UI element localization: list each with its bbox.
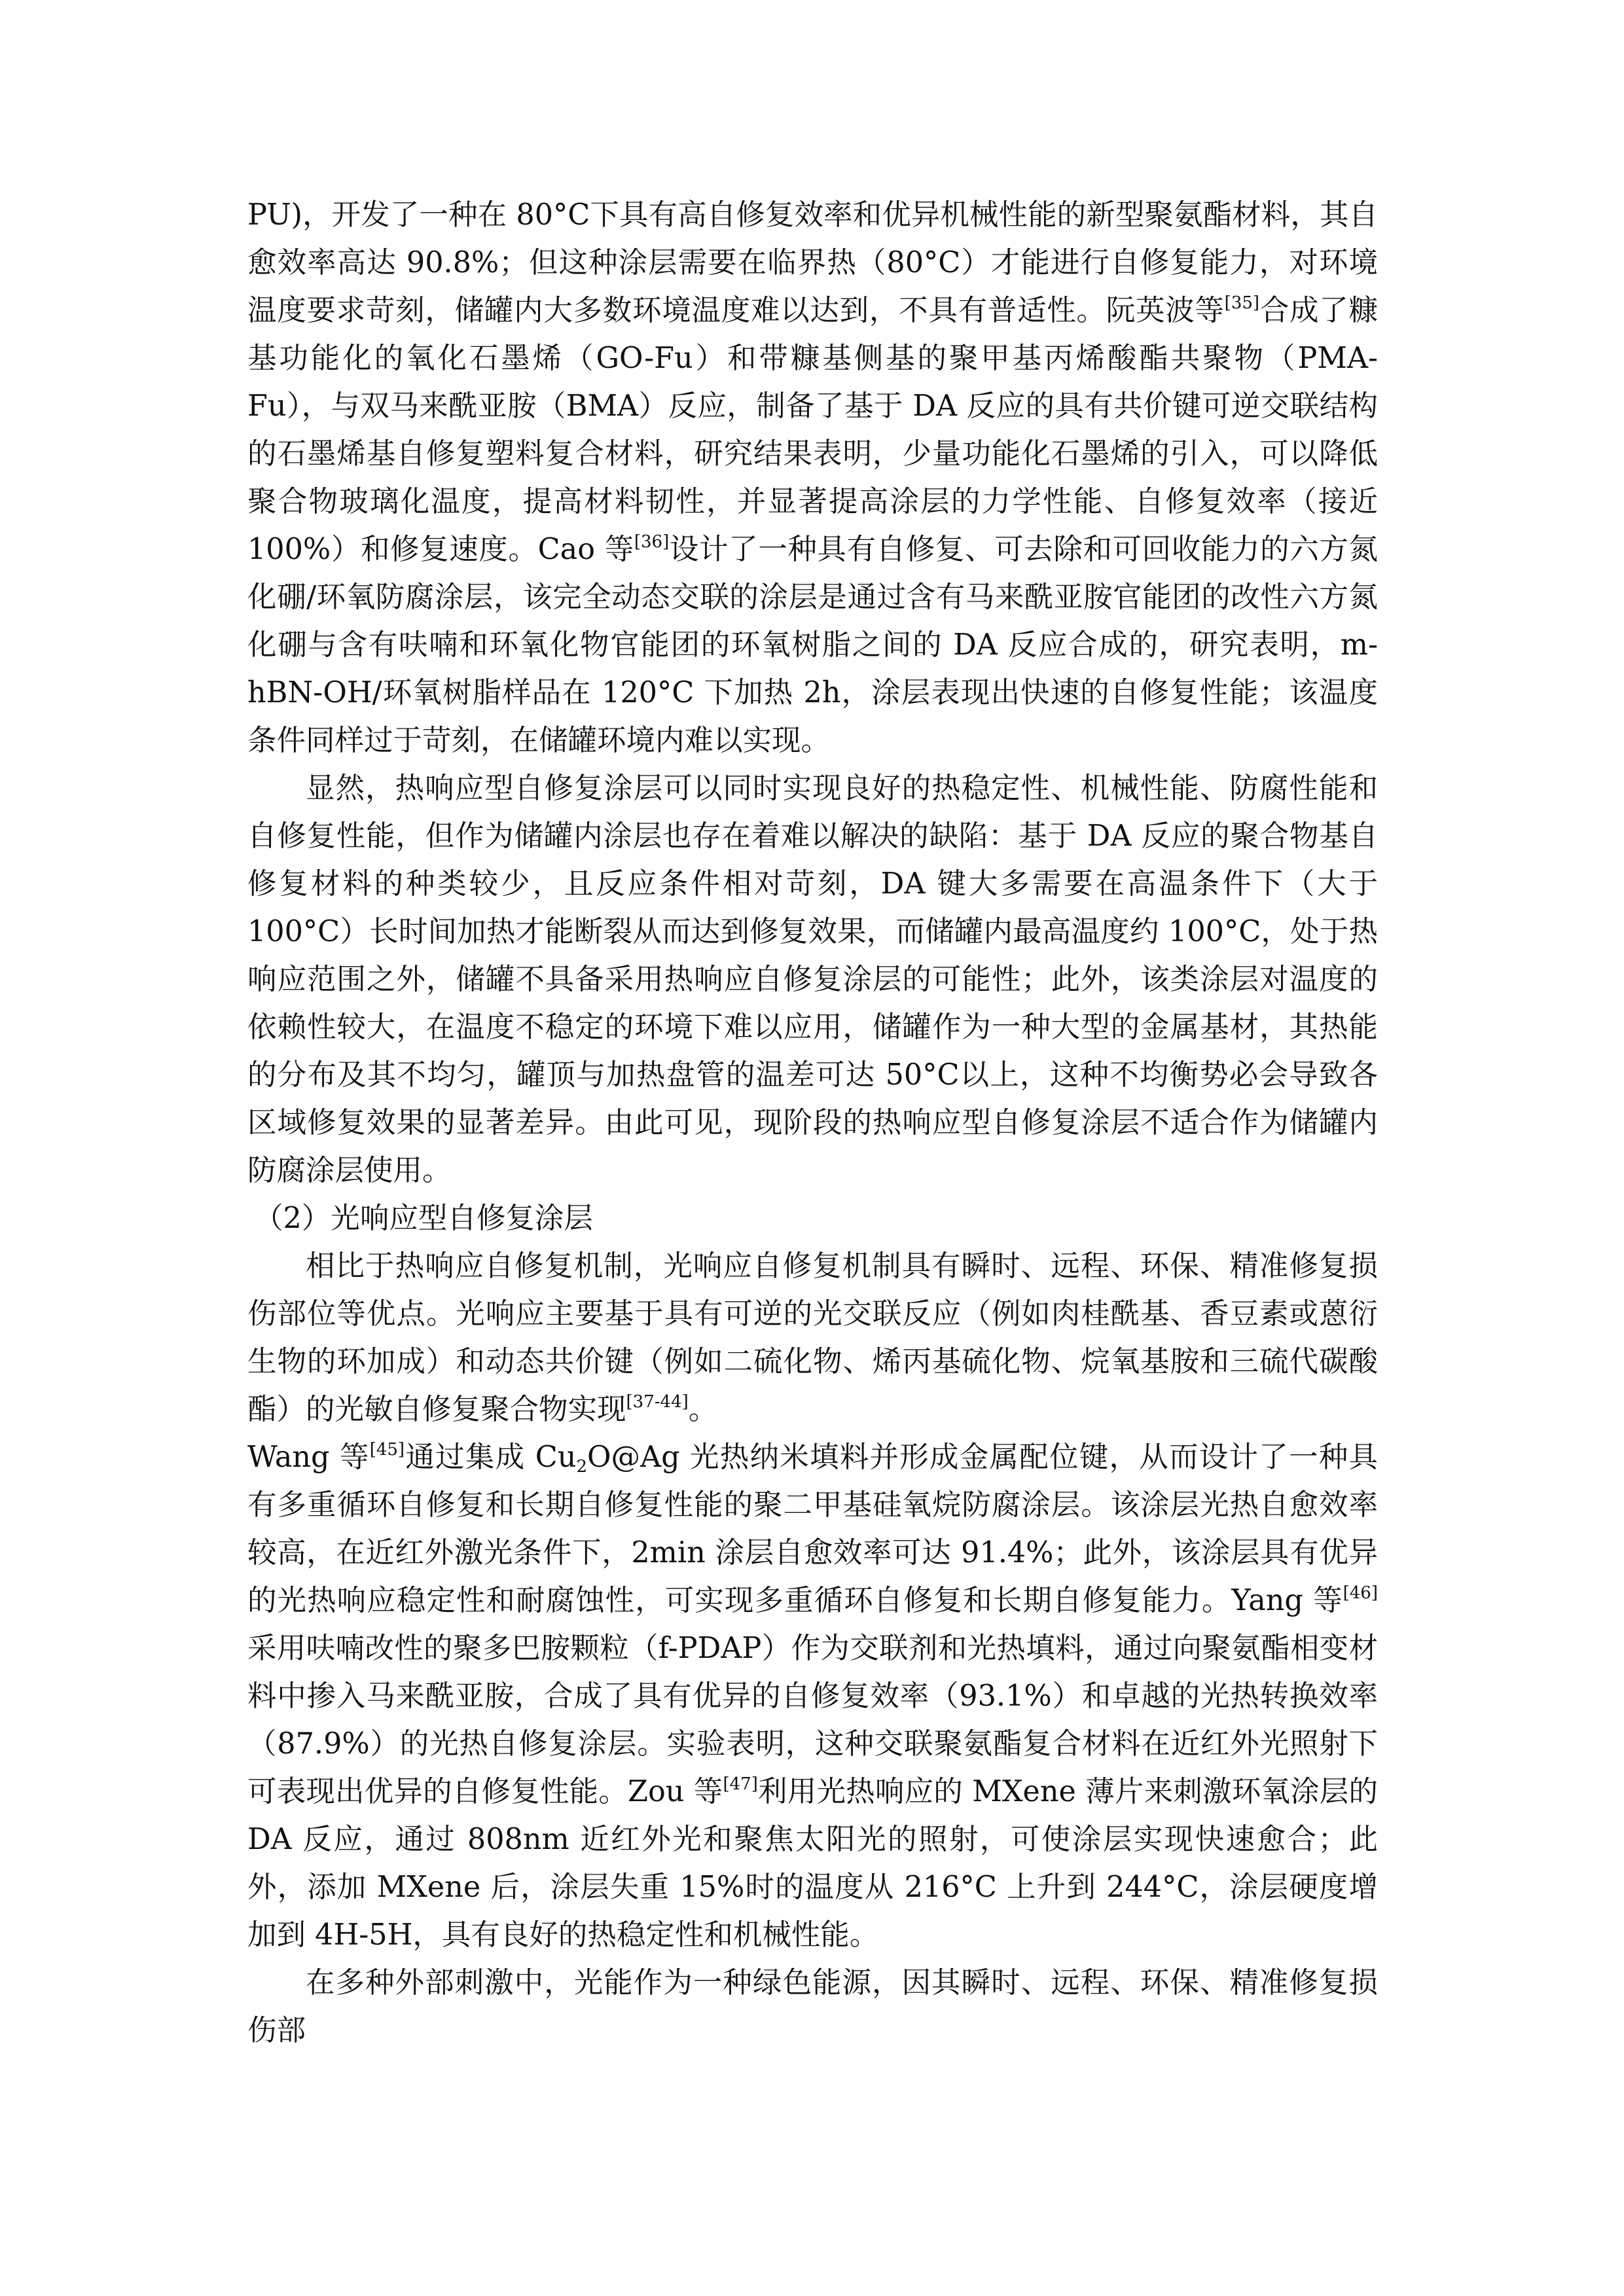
text-run: 合成了糠基功能化的氧化石墨烯（GO-Fu）和带糠基侧基的聚甲基丙烯酸酯共聚物（PMA-Fu），与双马来酰亚胺（BMA）反应，制备了基于 DA 反应的具有共价键可逆交联结构的石墨烯基自修复塑料复合材料，研究结果表明，少量功能化石墨烯的引入，可以降低聚合物玻璃化温度，提高材料韧性，并显著提高涂层的力学性能、自修复效率（接近 100%）和修复速度。Cao 等 — [247, 294, 1378, 566]
document-page — [247, 191, 1378, 2054]
text-run: 。 — [688, 1393, 718, 1426]
citation-ref: [37-44] — [626, 1392, 689, 1412]
text-run: 在多种外部刺激中，光能作为一种绿色能源，因其瞬时、远程、环保、精准修复损伤部 — [247, 1966, 1378, 2047]
section-heading-photoresponsive — [247, 1194, 1378, 1242]
paragraph-light-energy — [247, 1959, 1378, 2054]
citation-ref: [35] — [1224, 293, 1260, 313]
text-run: PU)，开发了一种在 80°C下具有高自修复效率和优异机械性能的新型聚氨酯材料，其自愈效率高达 90.8%；但这种涂层需要在临界热（80°C）才能进行自修复能力，对环境温度要求苛刻，储罐内大多数环境温度难以达到，不具有普适性。阮英波等 — [247, 198, 1378, 327]
text-run: Wang 等 — [247, 1441, 370, 1474]
text-run: O@Ag 光热纳米填料并形成金属配位键，从而设计了一种具有多重循环自修复和长期自修复性能的聚二甲基硅氧烷防腐涂层。该涂层光热自愈效率较高，在近红外激光条件下，2min 涂层自愈效率可达 91.4%；此外，该涂层具有优异的光热响应稳定性和耐腐蚀性，可实现多重循环自修复和长期自修复能力。Yang 等 — [247, 1441, 1378, 1617]
paragraph-photoresponsive-intro — [247, 1242, 1378, 1433]
paragraph-thermal-summary — [247, 764, 1378, 1194]
citation-ref: [36] — [634, 532, 670, 552]
text-run: 显然，热响应型自修复涂层可以同时实现良好的热稳定性、机械性能、防腐性能和自修复性能，但作为储罐内涂层也存在着难以解决的缺陷：基于 DA 反应的聚合物基自修复材料的种类较少，且反应条件相对苛刻，DA 键大多需要在高温条件下（大于 100°C）长时间加热才能断裂从而达到修复效果，而储罐内最高温度约 100°C，处于热响应范围之外，储罐不具备采用热响应自修复涂层的可能性；此外，该类涂层对温度的依赖性较大，在温度不稳定的环境下难以应用，储罐作为一种大型的金属基材，其热能的分布及其不均匀，罐顶与加热盘管的温差可达 50°C以上，这种不均衡势必会导致各区域修复效果的显著差异。由此可见，现阶段的热响应型自修复涂层不适合作为储罐内防腐涂层使用。 — [247, 772, 1378, 1187]
paragraph-photothermal-examples — [247, 1433, 1378, 1959]
paragraph-thermal-examples — [247, 191, 1378, 764]
text-run: （2）光响应型自修复涂层 — [254, 1202, 593, 1235]
citation-ref: [46] — [1343, 1583, 1378, 1603]
citation-ref: [45] — [369, 1440, 405, 1460]
text-run: 通过集成 Cu — [405, 1441, 577, 1474]
text-run: 利用光热响应的 MXene 薄片来刺激环氧涂层的 DA 反应，通过 808nm 近红外光和聚焦太阳光的照射，可使涂层实现快速愈合；此外，添加 MXene 后，涂层失重 15%时的温度从 216°C 上升到 244°C，涂层硬度增加到 4H-5H，具有良好的热稳定性和机械性能。 — [247, 1775, 1378, 1952]
text-run: 设计了一种具有自修复、可去除和可回收能力的六方氮化硼/环氧防腐涂层，该完全动态交联的涂层是通过含有马来酰亚胺官能团的改性六方氮化硼与含有呋喃和环氧化物官能团的环氧树脂之间的 DA 反应合成的，研究表明，m-hBN-OH/环氧树脂样品在 120°C 下加热 2h，涂层表现出快速的自修复性能；该温度条件同样过于苛刻，在储罐环境内难以实现。 — [247, 533, 1378, 757]
text-run: 相比于热响应自修复机制，光响应自修复机制具有瞬时、远程、环保、精准修复损伤部位等优点。光响应主要基于具有可逆的光交联反应（例如肉桂酰基、香豆素或蒽衍生物的环加成）和动态共价键（例如二硫化物、烯丙基硫化物、烷氧基胺和三硫代碳酸酯）的光敏自修复聚合物实现 — [247, 1249, 1378, 1426]
text-run: 采用呋喃改性的聚多巴胺颗粒（f-PDAP）作为交联剂和光热填料，通过向聚氨酯相变材料中掺入马来酰亚胺，合成了具有优异的自修复效率（93.1%）和卓越的光热转换效率（87.9%）的光热自修复涂层。实验表明，这种交联聚氨酯复合材料在近红外光照射下可表现出优异的自修复性能。Zou 等 — [247, 1632, 1378, 1808]
subscript: 2 — [576, 1457, 587, 1477]
citation-ref: [47] — [723, 1774, 758, 1794]
